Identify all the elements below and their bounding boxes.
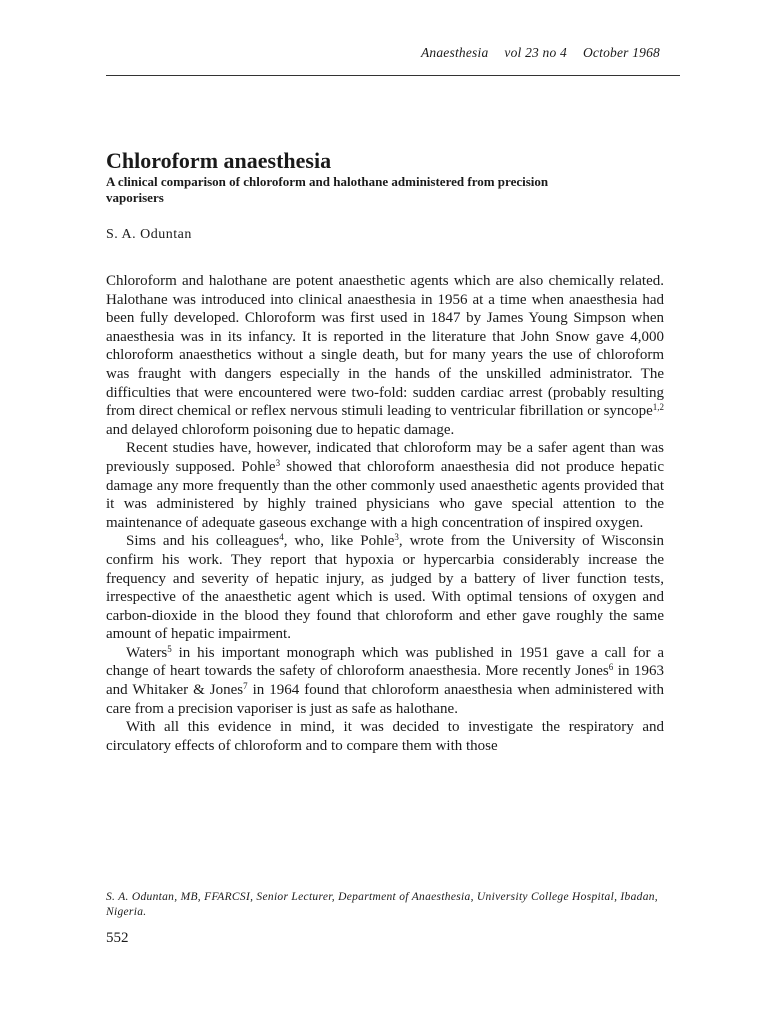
paragraph-4-text-a: Waters — [126, 644, 168, 661]
page-number: 552 — [106, 930, 129, 946]
paragraph-2-text-b: showed that chloroform anaesthesia did not produce hepatic damage any more frequently than the other commonly used anaesthetic agents provided that it was administered by highly trained physicians who gave special attention to the maintenance of adequate gaseous exchange with a high concentration of inspired oxygen. — [106, 458, 665, 531]
citation-ref: 3 — [275, 457, 281, 468]
article-title: Chloroform anaesthesia — [106, 148, 332, 173]
citation-ref: 5 — [167, 643, 172, 654]
article-author: S. A. Oduntan — [106, 227, 192, 242]
paragraph-1 — [106, 272, 664, 439]
journal-name: Anaesthesia — [420, 45, 489, 60]
citation-ref: 7 — [243, 681, 248, 692]
paragraph-1-end: and delayed chloroform poisoning due to hepatic damage. — [106, 421, 455, 438]
paragraph-4-text-d: in 1964 found that chloroform anaesthesia when administered with care from a precision vaporiser is just as safe as halothane. — [106, 682, 664, 717]
paragraph-3-text-c: , wrote from the University of Wisconsin confirm his work. They report that hypoxia or hypercarbia considerably increase the frequency and severity of hepatic injury, as judged by a battery of liver function tests, irrespective of the anaesthetic agent which is used. With optimal tensions of oxygen and carbon-dioxide in the blood they found that chloroform and ether gave roughly the same amount of hepatic impairment. — [106, 533, 665, 643]
journal-volume: vol 23 no 4 — [504, 45, 567, 60]
citation-ref: 3 — [394, 532, 399, 543]
article-subtitle: A clinical comparison of chloroform and halothane administered from precision vaporisers — [106, 174, 549, 205]
author-affiliation-footnote: S. A. Oduntan, MB, FFARCSI, Senior Lecturer, Department of Anaesthesia, University College Hospital, Ibadan, Nigeria. — [106, 891, 658, 918]
paragraph-4-text-b: in his important monograph which was published in 1951 gave a call for a change of heart towards the safety of chloroform anaesthesia. More recently Jones — [106, 644, 664, 680]
citation-ref: 1,2 — [652, 402, 664, 413]
paragraph-2-text-a: Recent studies have, however, indicated that chloroform may be a safer agent than was previously supposed. Pohle — [106, 440, 664, 475]
journal-date: October 1968 — [582, 45, 660, 60]
paragraph-3 — [106, 532, 664, 644]
citation-ref: 6 — [608, 662, 614, 673]
paragraph-3-text-b: , who, like Pohle — [283, 533, 395, 550]
paragraph-1-text: Chloroform and halothane are potent anaesthetic agents which are also chemically related. Halothane was introduced into clinical anaesthesia in 1956 at a time when anaesthesia had been fully developed. Chloroform was first used in 1847 by James Young Simpson when anaesthesia was in its infancy. It is reported in the literature that John Snow gave 4,000 chloroform anaesthetics without a single death, but for many years the use of chloroform was fraught with dangers especially in the hands of the unskilled administrator. The difficulties that were encountered were two-fold: sudden cardiac arrest (probably resulting from direct chemical or reflex nervous stimuli leading to ventricular fibrillation or syncope — [106, 273, 664, 420]
citation-ref: 4 — [279, 532, 284, 543]
article-body — [106, 272, 664, 755]
paragraph-5: With all this evidence in mind, it was decided to investigate the respiratory and circulatory effects of chloroform and to compare them with those — [106, 719, 664, 754]
paragraph-4-text-c: in 1963 and Whitaker & Jones — [106, 663, 664, 699]
paragraph-2 — [106, 439, 664, 532]
paragraph-4 — [106, 644, 664, 718]
running-header — [106, 45, 660, 61]
header-rule — [106, 75, 680, 76]
paragraph-3-text-a: Sims and his colleagues — [126, 533, 280, 550]
